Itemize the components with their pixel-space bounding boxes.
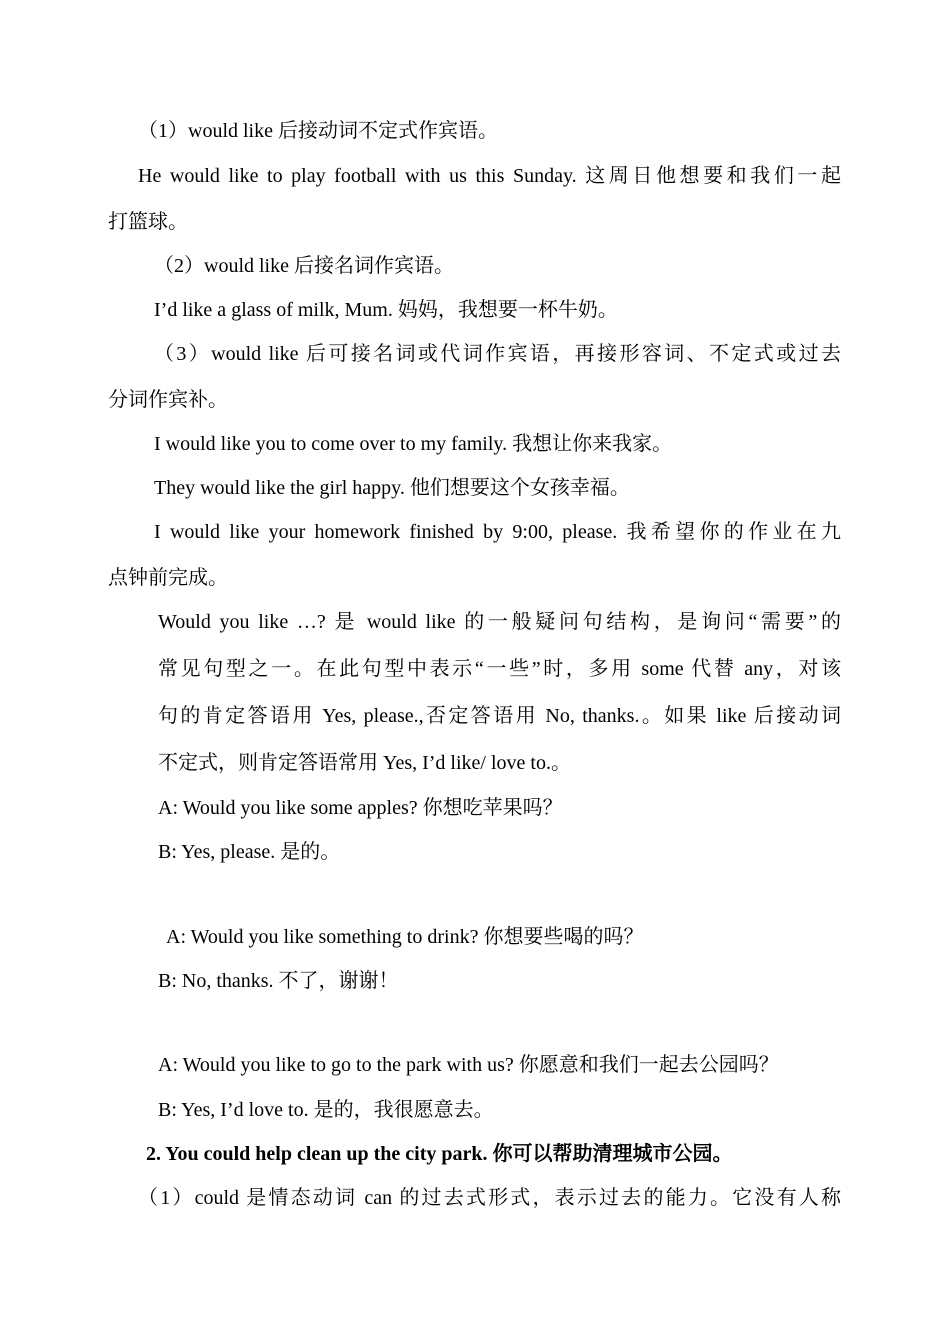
text-line: I would like you to come over to my family. 我想让你来我家。 (154, 433, 673, 455)
text-line: They would like the girl happy. 他们想要这个女孩幸福。 (154, 477, 630, 499)
text-line: （1）would like 后接动词不定式作宾语。 (138, 120, 498, 142)
text-line: B: No, thanks. 不了，谢谢！ (158, 970, 399, 992)
text-line: I’d like a glass of milk, Mum. 妈妈，我想要一杯牛奶。 (154, 299, 618, 321)
text-line: 分词作宾补。 (108, 389, 228, 411)
text-line: 句的肯定答语用 Yes, please.,否定答语用 No, thanks.。如果 like 后接动词 (158, 705, 841, 727)
text-line: A: Would you like to go to the park with us? 你愿意和我们一起去公园吗？ (158, 1054, 779, 1076)
text-line: （1）could 是情态动词 can 的过去式形式，表示过去的能力。它没有人称 (138, 1187, 841, 1209)
text-line: Would you like …? 是 would like 的一般疑问句结构，是询问“需要”的 (158, 611, 841, 633)
text-line: 常见句型之一。在此句型中表示“一些”时，多用 some 代替 any，对该 (158, 658, 841, 680)
text-line: （2）would like 后接名词作宾语。 (154, 255, 454, 277)
text-line: 不定式，则肯定答语常用 Yes, I’d like/ love to.。 (158, 752, 571, 774)
text-line: 点钟前完成。 (108, 567, 228, 589)
section-heading: 2. You could help clean up the city park. 你可以帮助清理城市公园。 (146, 1143, 733, 1165)
text-line: He would like to play football with us this Sunday. 这周日他想要和我们一起 (138, 165, 841, 187)
text-line: B: Yes, I’d love to. 是的，我很愿意去。 (158, 1099, 494, 1121)
text-line: 打篮球。 (108, 211, 188, 233)
text-line: B: Yes, please. 是的。 (158, 841, 341, 863)
text-line: A: Would you like some apples? 你想吃苹果吗？ (158, 797, 563, 819)
text-line: A: Would you like something to drink? 你想要些喝的吗？ (166, 926, 644, 948)
text-line: （3）would like 后可接名词或代词作宾语，再接形容词、不定式或过去 (154, 343, 841, 365)
text-line: I would like your homework finished by 9:00, please. 我希望你的作业在九 (154, 521, 841, 543)
